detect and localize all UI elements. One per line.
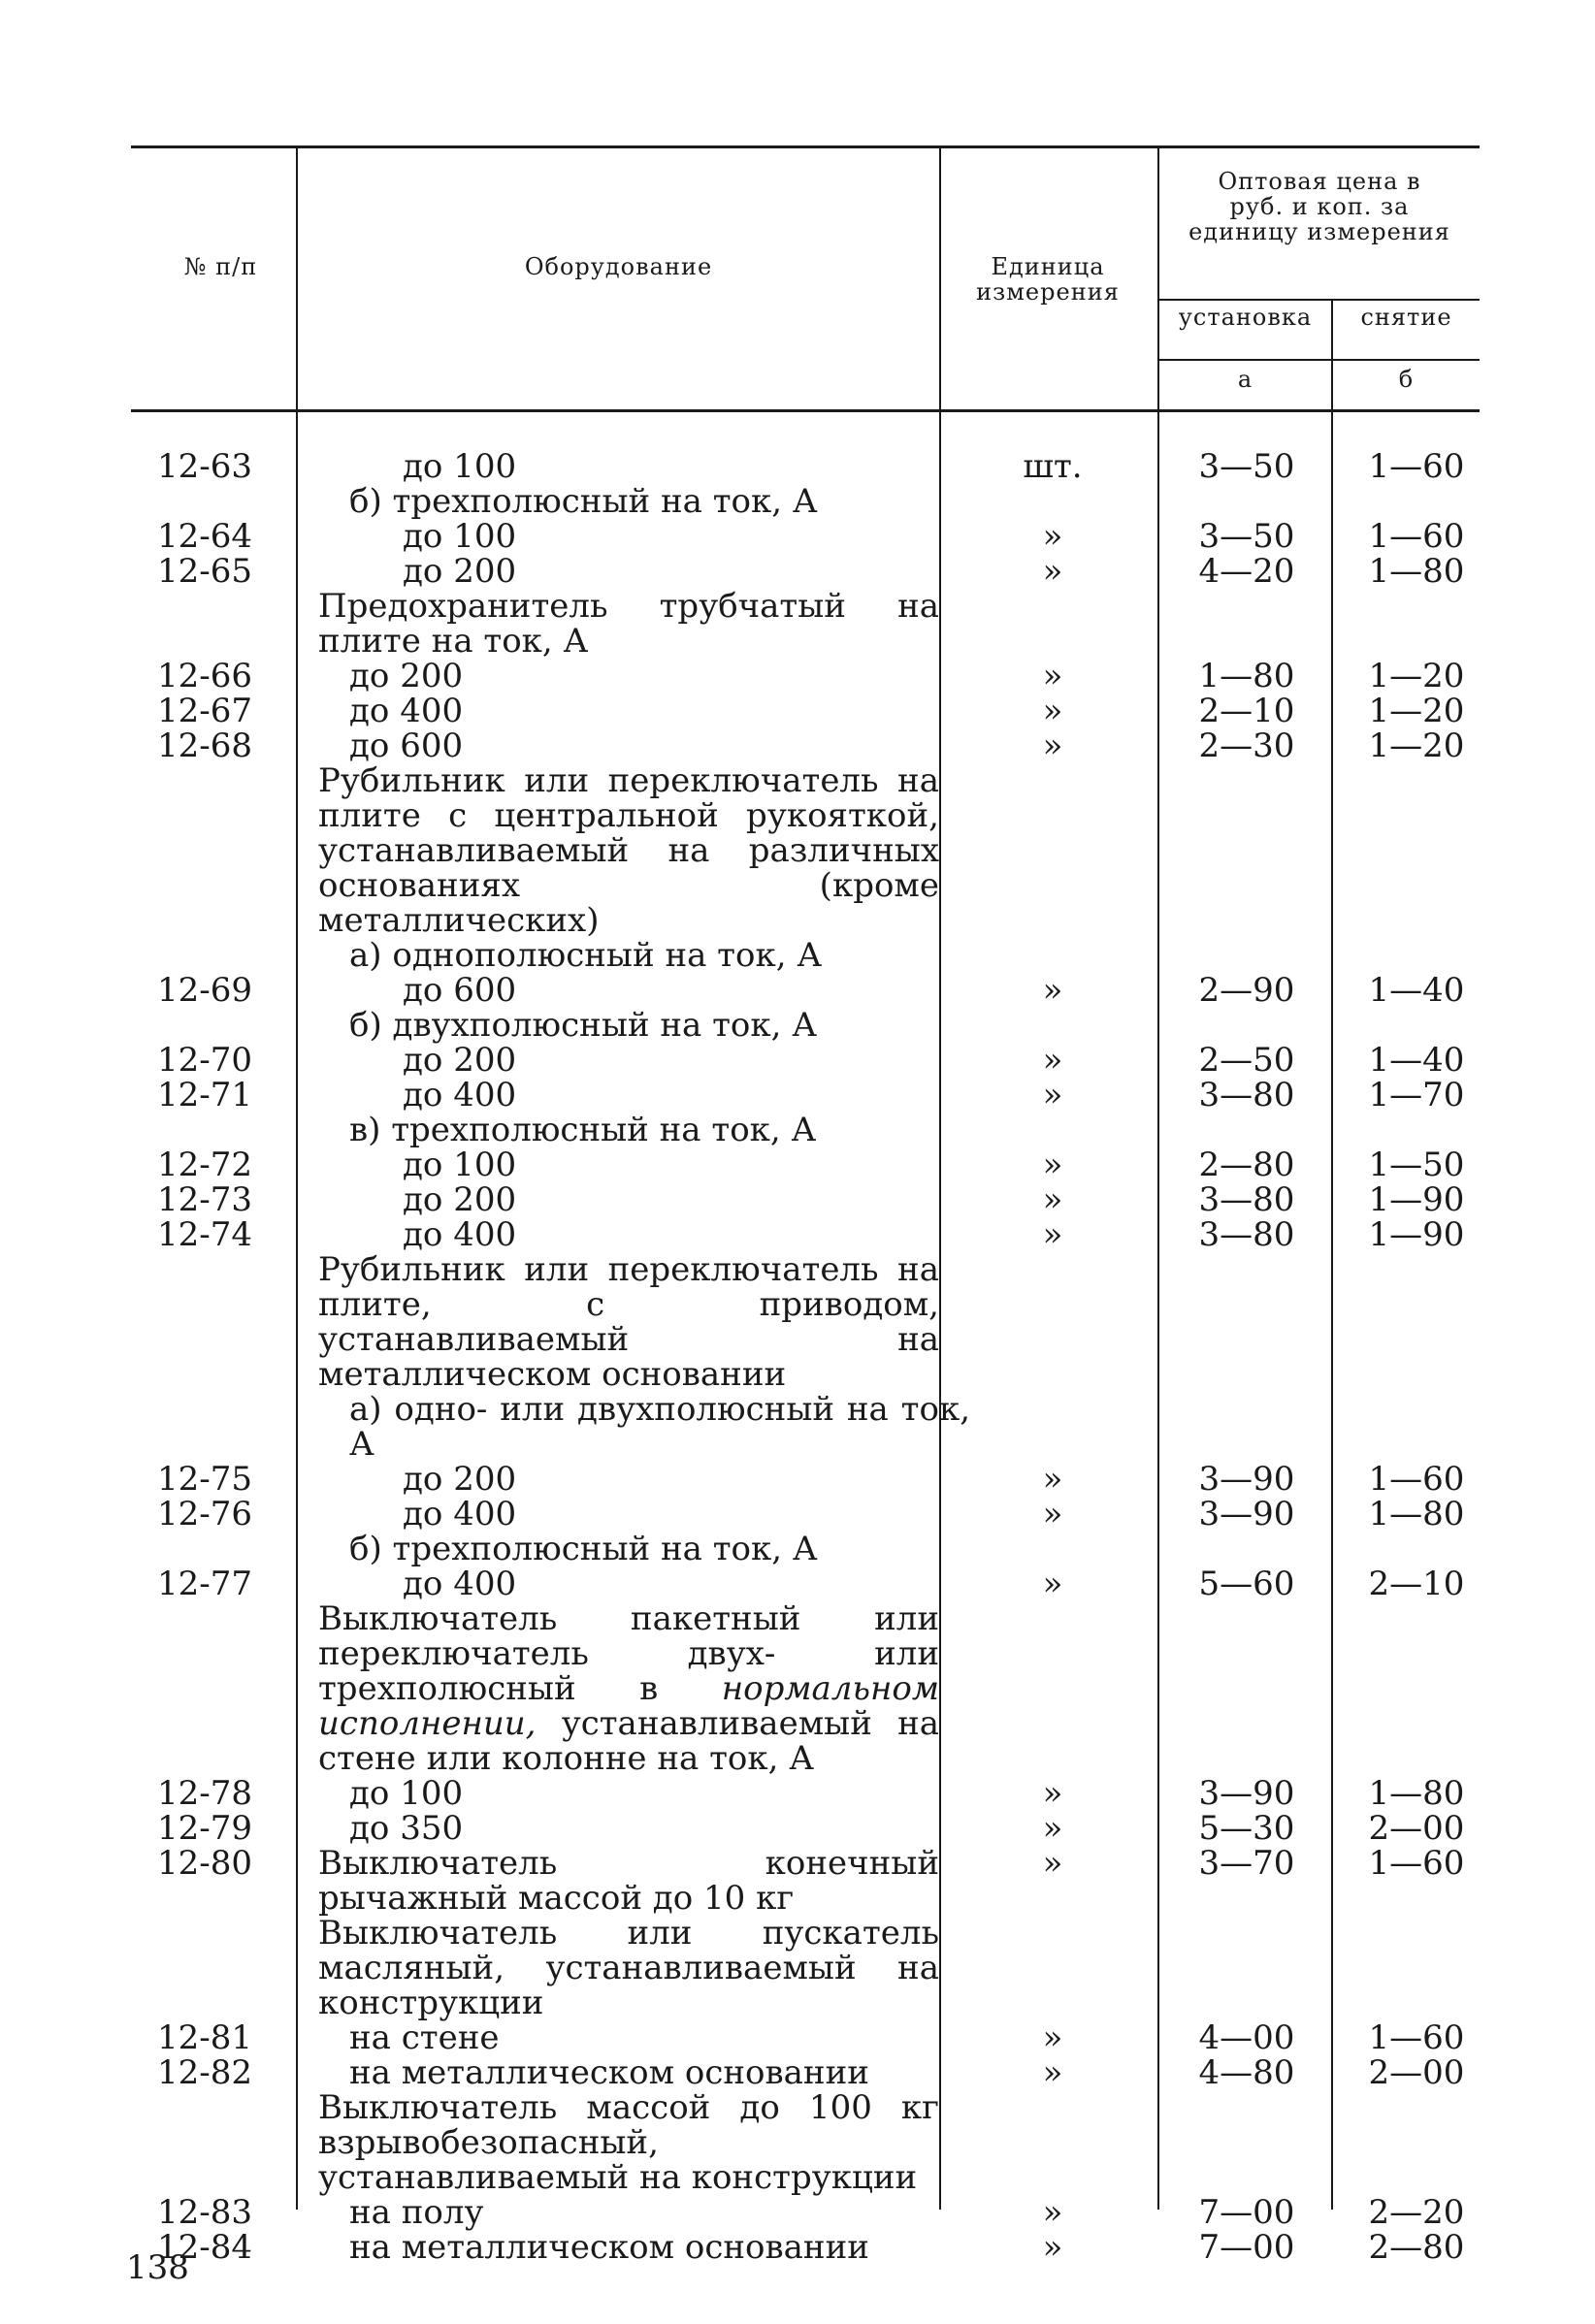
table-row: [0, 1147, 1595, 1182]
table-row: [0, 938, 1595, 973]
row-number: 12-72: [157, 1146, 253, 1184]
row-unit: »: [1042, 1076, 1063, 1114]
row-equipment: до 200: [403, 1460, 517, 1499]
row-install-price: 3—50: [1198, 447, 1295, 486]
row-remove-price: 1—50: [1368, 1146, 1465, 1184]
row-install-price: 2—10: [1198, 692, 1295, 730]
table-row: [0, 1182, 1595, 1217]
table-top-rule: [131, 145, 1480, 148]
row-equipment: до 200: [403, 552, 517, 591]
table-row: [0, 2020, 1595, 2055]
row-remove-price: 2—00: [1368, 2053, 1465, 2092]
row-number: 12-75: [157, 1460, 253, 1499]
table-row: [0, 2195, 1595, 2230]
row-install-price: 7—00: [1198, 2193, 1295, 2232]
row-equipment: Рубильник или переключатель на плите с центральной рукояткой, устанавливаемый на различных основаниях (кроме металлических): [318, 761, 939, 940]
row-unit: »: [1042, 692, 1063, 730]
row-unit: »: [1042, 2228, 1063, 2267]
row-unit: »: [1042, 1215, 1063, 1254]
row-remove-price: 1—20: [1368, 657, 1465, 695]
table-row: [0, 1217, 1595, 1252]
row-unit: »: [1042, 2018, 1063, 2057]
row-number: 12-65: [157, 552, 253, 591]
row-install-price: 3—80: [1198, 1215, 1295, 1254]
row-remove-price: 2—10: [1368, 1565, 1465, 1603]
row-equipment: б) двухполюсный на ток, А: [349, 1006, 817, 1045]
row-remove-price: 2—00: [1368, 1809, 1465, 1848]
row-install-price: 3—90: [1198, 1495, 1295, 1533]
row-unit: »: [1042, 971, 1063, 1010]
row-install-price: 3—90: [1198, 1460, 1295, 1499]
row-install-price: 5—30: [1198, 1809, 1295, 1848]
row-equipment: до 200: [403, 1041, 517, 1080]
row-install-price: 3—90: [1198, 1774, 1295, 1813]
row-number: 12-83: [157, 2193, 253, 2232]
row-remove-price: 1—20: [1368, 692, 1465, 730]
row-install-price: 4—00: [1198, 2018, 1295, 2057]
row-number: 12-74: [157, 1215, 253, 1254]
row-equipment: Выключатель массой до 100 кг взрывобезопасный, устанавливаемый на конструкции: [318, 2088, 939, 2197]
row-number: 12-80: [157, 1844, 253, 1883]
table-row: [0, 2055, 1595, 2090]
row-unit: »: [1042, 1495, 1063, 1533]
row-equipment: до 400: [403, 1215, 517, 1254]
table-row: [0, 1916, 1595, 2020]
header-col-b: б: [1398, 366, 1415, 393]
row-number: 12-79: [157, 1809, 253, 1848]
row-unit: »: [1042, 657, 1063, 695]
row-equipment: Рубильник или переключатель на плите, с приводом, устанавливаемый на металлическом основании: [318, 1250, 939, 1394]
row-install-price: 7—00: [1198, 2228, 1295, 2267]
row-remove-price: 1—90: [1368, 1215, 1465, 1254]
row-equipment: до 600: [403, 971, 517, 1010]
table-row: [0, 554, 1595, 589]
header-unit: Единица измерения: [976, 253, 1120, 306]
row-remove-price: 1—20: [1368, 726, 1465, 765]
table-row: [0, 1601, 1595, 1776]
row-equipment-text-after: устанавливаемый на стене или колонне на ток, А: [318, 1704, 940, 1778]
table-row: [0, 1462, 1595, 1497]
subheader-rule-2: [1159, 359, 1480, 361]
row-remove-price: 1—60: [1368, 1844, 1465, 1883]
table-row: [0, 519, 1595, 554]
table-row: [0, 1846, 1595, 1916]
table-row: [0, 1252, 1595, 1392]
row-unit: »: [1042, 1146, 1063, 1184]
row-number: 12-63: [157, 447, 253, 486]
table-row: [0, 449, 1595, 484]
table-row: [0, 1008, 1595, 1043]
header-col-a: а: [1237, 366, 1253, 393]
table-row: [0, 973, 1595, 1008]
row-remove-price: 1—60: [1368, 447, 1465, 486]
row-unit: »: [1042, 1809, 1063, 1848]
row-equipment: Предохранитель трубчатый на плите на ток, А: [318, 587, 939, 661]
row-remove-price: 1—80: [1368, 1495, 1465, 1533]
row-equipment: б) трехполюсный на ток, А: [349, 482, 818, 521]
row-remove-price: 1—60: [1368, 1460, 1465, 1499]
table-row: [0, 1776, 1595, 1811]
table-row: [0, 1566, 1595, 1601]
header-number: № п/п: [183, 253, 258, 280]
row-equipment: Выключатель или пускатель масляный, устанавливаемый на конструкции: [318, 1914, 939, 2022]
table-row: [0, 1392, 1595, 1462]
row-unit: »: [1042, 726, 1063, 765]
row-remove-price: 1—40: [1368, 1041, 1465, 1080]
header-equipment: Оборудование: [524, 253, 713, 280]
row-number: 12-82: [157, 2053, 253, 2092]
row-unit: »: [1042, 1041, 1063, 1080]
row-equipment: до 400: [403, 1495, 517, 1533]
row-equipment: а) одно- или двухполюсный на ток, А: [349, 1390, 970, 1464]
table-row: [0, 589, 1595, 659]
row-unit: шт.: [1023, 447, 1083, 486]
row-equipment: до 100: [403, 517, 517, 556]
row-number: 12-69: [157, 971, 253, 1010]
row-number: 12-70: [157, 1041, 253, 1080]
row-install-price: 2—30: [1198, 726, 1295, 765]
row-unit: »: [1042, 1774, 1063, 1813]
row-number: 12-71: [157, 1076, 253, 1114]
subheader-rule: [1159, 299, 1480, 301]
row-remove-price: 1—90: [1368, 1180, 1465, 1219]
row-equipment: до 100: [349, 1774, 464, 1813]
table-row: [0, 1078, 1595, 1113]
row-remove-price: 1—60: [1368, 2018, 1465, 2057]
row-remove-price: 1—70: [1368, 1076, 1465, 1114]
table-row: [0, 1043, 1595, 1078]
row-equipment: до 100: [403, 447, 517, 486]
row-install-price: 3—70: [1198, 1844, 1295, 1883]
row-install-price: 3—50: [1198, 517, 1295, 556]
row-unit: »: [1042, 1844, 1063, 1883]
row-unit: »: [1042, 517, 1063, 556]
row-remove-price: 2—20: [1368, 2193, 1465, 2232]
row-number: 12-64: [157, 517, 253, 556]
header-bottom-rule: [131, 409, 1480, 412]
row-number: 12-67: [157, 692, 253, 730]
row-unit: »: [1042, 2193, 1063, 2232]
row-install-price: 5—60: [1198, 1565, 1295, 1603]
row-equipment-italic: нормальном исполнении,: [318, 1669, 940, 1743]
header-install: установка: [1178, 304, 1313, 331]
row-remove-price: 1—80: [1368, 1774, 1465, 1813]
row-equipment-text: Выключатель пакетный или переключатель двух- или трехполюсный в: [318, 1599, 939, 1708]
row-equipment: б) трехполюсный на ток, А: [349, 1530, 818, 1568]
row-install-price: 2—80: [1198, 1146, 1295, 1184]
row-unit: »: [1042, 1460, 1063, 1499]
row-remove-price: 1—40: [1368, 971, 1465, 1010]
row-equipment: на стене: [349, 2018, 500, 2057]
row-equipment: до 200: [349, 657, 464, 695]
row-equipment: до 200: [403, 1180, 517, 1219]
header-remove: снятие: [1360, 304, 1452, 331]
row-equipment: до 600: [349, 726, 464, 765]
row-equipment: на металлическом основании: [349, 2053, 869, 2092]
row-remove-price: 1—60: [1368, 517, 1465, 556]
row-unit: »: [1042, 552, 1063, 591]
table-row: [0, 1113, 1595, 1147]
row-equipment: до 400: [349, 692, 464, 730]
row-equipment: на полу: [349, 2193, 484, 2232]
row-number: 12-81: [157, 2018, 253, 2057]
table-body: [0, 449, 1595, 2265]
table-row: [0, 1497, 1595, 1532]
row-install-price: 2—50: [1198, 1041, 1295, 1080]
row-install-price: 4—20: [1198, 552, 1295, 591]
row-number: 12-66: [157, 657, 253, 695]
table-row: [0, 2090, 1595, 2195]
table-row: [0, 1811, 1595, 1846]
row-unit: »: [1042, 2053, 1063, 2092]
table-row: [0, 484, 1595, 519]
header-price: Оптовая цена в руб. и коп. за единицу измерения: [1188, 168, 1450, 245]
page-number: 138: [126, 2248, 189, 2287]
row-number: 12-73: [157, 1180, 253, 1219]
row-equipment: до 400: [403, 1565, 517, 1603]
row-equipment: [318, 1601, 939, 1776]
row-remove-price: 2—80: [1368, 2228, 1465, 2267]
row-number: 12-68: [157, 726, 253, 765]
row-number: 12-77: [157, 1565, 253, 1603]
table-row: [0, 2230, 1595, 2265]
row-install-price: 3—80: [1198, 1180, 1295, 1219]
row-equipment: до 400: [403, 1076, 517, 1114]
row-unit: »: [1042, 1180, 1063, 1219]
row-equipment: Выключатель конечный рычажный массой до 10 кг: [318, 1844, 939, 1918]
row-equipment: а) однополюсный на ток, А: [349, 936, 823, 975]
row-equipment: в) трехполюсный на ток, А: [349, 1111, 817, 1149]
table-row: [0, 659, 1595, 694]
row-equipment: до 100: [403, 1146, 517, 1184]
row-number: 12-84: [157, 2228, 253, 2267]
row-install-price: 2—90: [1198, 971, 1295, 1010]
row-install-price: 3—80: [1198, 1076, 1295, 1114]
row-remove-price: 1—80: [1368, 552, 1465, 591]
row-equipment: на металлическом основании: [349, 2228, 869, 2267]
table-row: [0, 694, 1595, 728]
row-number: 12-78: [157, 1774, 253, 1813]
row-install-price: 1—80: [1198, 657, 1295, 695]
table-row: [0, 728, 1595, 763]
row-equipment: до 350: [349, 1809, 464, 1848]
row-number: 12-76: [157, 1495, 253, 1533]
table-row: [0, 1532, 1595, 1566]
table-row: [0, 763, 1595, 938]
row-unit: »: [1042, 1565, 1063, 1603]
row-install-price: 4—80: [1198, 2053, 1295, 2092]
